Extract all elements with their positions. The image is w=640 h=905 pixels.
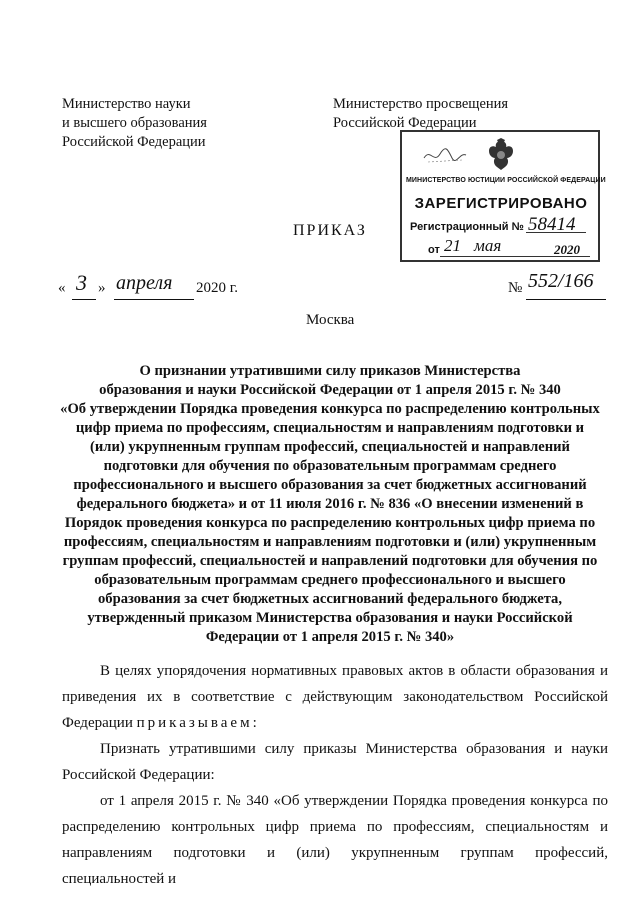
date-year: 2020 г. [196, 280, 238, 296]
title-line: профессионального и высшего образования за счет бюджетных ассигнований [73, 477, 587, 493]
order-title [60, 362, 600, 647]
preamble-emphasis: приказываем: [136, 715, 260, 731]
title-line: О признании утратившими силу приказов Министерства [139, 363, 521, 379]
stamp-date-prefix: от [428, 244, 440, 256]
title-line: подготовки для обучения по образовательным программам среднего [103, 458, 557, 474]
issuing-ministry-right [333, 95, 508, 133]
title-line: «Об утверждении Порядка проведения конкурса по распределению контрольных [60, 401, 600, 417]
stamp-date-underline [440, 256, 590, 257]
registration-stamp [400, 130, 606, 262]
order-number-prefix: № [508, 280, 523, 296]
stamp-ministry-name: МИНИСТЕРСТВО ЮСТИЦИИ РОССИЙСКОЙ ФЕДЕРАЦИИ [406, 177, 606, 184]
body-paragraph-decision: Признать утратившими силу приказы Министерства образования и науки Российской Федерации: [62, 741, 608, 783]
title-line: образовательным программам среднего профессионального и высшего [94, 572, 566, 588]
document-type-heading: ПРИКАЗ [293, 222, 367, 239]
ministry-left-line-3: Российской Федерации [62, 134, 206, 150]
date-month: апреля [116, 272, 173, 294]
title-line: образования за счет бюджетных ассигнований федерального бюджета, [98, 591, 562, 607]
date-day-underline [72, 299, 96, 300]
stamp-regno-underline [526, 232, 586, 233]
date-month-underline [114, 299, 194, 300]
title-line: (или) укрупненным группам профессий, специальностей и направлений [90, 439, 570, 455]
body-paragraph-preamble [62, 658, 608, 736]
title-line: утвержденный приказом Министерства образования и науки Российской [87, 610, 573, 626]
title-line: группам профессий, специальностей и направлений подготовки для обучения по [62, 553, 598, 569]
double-headed-eagle-emblem-icon [486, 138, 516, 172]
title-line: цифр приема по профессиям, специальностям и направлениям подготовки и [75, 420, 585, 436]
order-number-value: 552/166 [528, 270, 594, 292]
stamp-date-year: 2020 [554, 242, 580, 257]
ministry-left-line-2: и высшего образования [62, 115, 207, 131]
title-line: федерального бюджета» и от 11 июля 2016 г. № 836 «О внесении изменений в [76, 496, 584, 512]
order-number-underline [526, 299, 606, 300]
stamp-registration-label: Регистрационный № [410, 221, 524, 233]
preamble-text: В целях упорядочения нормативных правовых актов в области образования и приведения их в соответствие с действующим законодательством Российской Федерации [62, 663, 608, 731]
signature-scribble-icon [422, 146, 468, 166]
stamp-date-day: 21 [444, 236, 461, 255]
date-day: 3 [76, 270, 87, 295]
stamp-status: ЗАРЕГИСТРИРОВАНО [414, 195, 588, 212]
stamp-registration-number: 58414 [528, 214, 576, 235]
date-close-quote: » [98, 280, 106, 296]
ministry-left-line-1: Министерство науки [62, 96, 191, 112]
stamp-date-month: мая [474, 236, 502, 255]
city-name: Москва [306, 312, 355, 328]
ministry-right-line-1: Министерство просвещения [333, 96, 509, 112]
issuing-ministry-left [62, 95, 207, 152]
ministry-right-line-2: Российской Федерации [333, 115, 477, 131]
title-line: Порядок проведения конкурса по распределению контрольных цифр приема по [64, 515, 596, 531]
title-line: Федерации от 1 апреля 2015 г. № 340» [205, 629, 455, 645]
body-paragraph-item: от 1 апреля 2015 г. № 340 «Об утверждении Порядка проведения конкурса по распределению контрольных цифр приема по профессиям, специальностям и направлениям подготовки и (или) укрупненным группам профессий, специальностей и [62, 793, 608, 887]
title-line: профессиям, специальностям и направлениям подготовки и (или) укрупненным [63, 534, 597, 550]
title-line: образования и науки Российской Федерации от 1 апреля 2015 г. № 340 [99, 382, 561, 398]
date-open-quote: « [58, 280, 66, 296]
